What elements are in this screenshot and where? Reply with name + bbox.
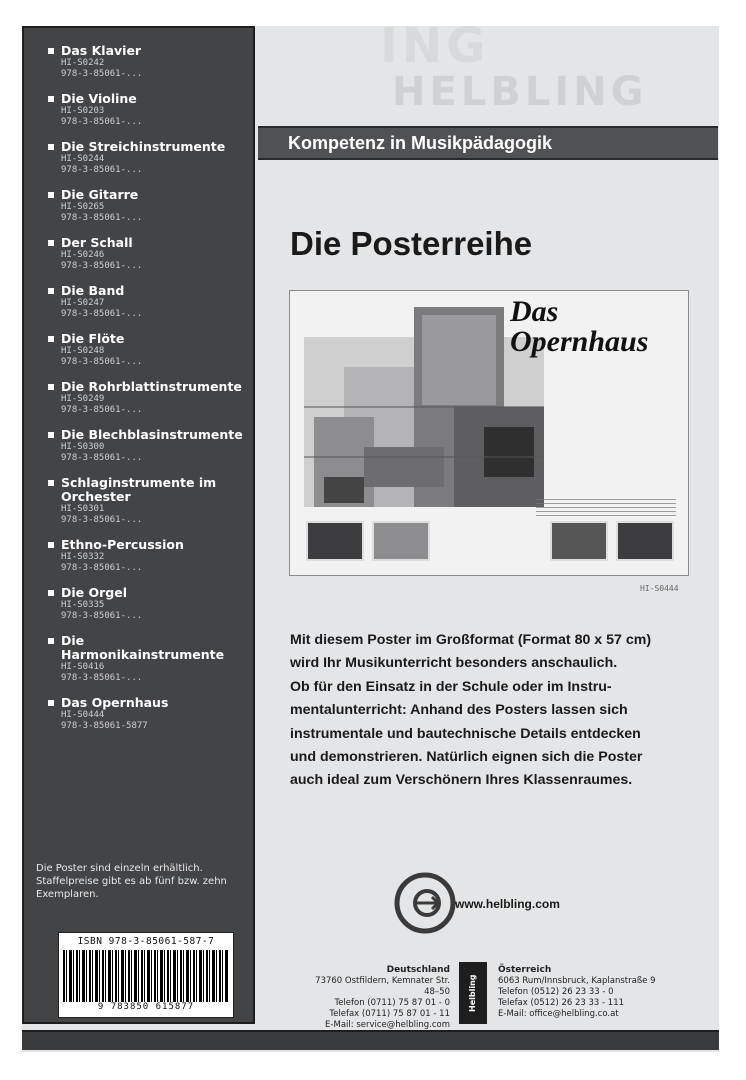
address-austria bbox=[498, 965, 718, 1020]
poster-list-item-code: 978-3-85061-... bbox=[61, 309, 143, 319]
poster-caption bbox=[536, 499, 676, 519]
poster-list-item-title: Die Blechblasinstrumente bbox=[46, 428, 243, 442]
poster-list-item-code: HI-S0244 bbox=[61, 154, 105, 164]
poster-list-item-code: 978-3-85061-... bbox=[61, 405, 143, 415]
opera-house-illustration bbox=[304, 307, 544, 507]
address-germany bbox=[300, 965, 450, 1031]
thumbnail-image bbox=[616, 521, 674, 561]
bottom-bar bbox=[22, 1030, 719, 1050]
web-url[interactable]: www.helbling.com bbox=[455, 897, 560, 911]
description-line: wird Ihr Musikunterricht besonders anschaulich. bbox=[290, 655, 618, 672]
isbn-text: ISBN 978-3-85061-587-7 bbox=[77, 936, 215, 947]
poster-list-item-title: Die Flöte bbox=[46, 332, 243, 346]
poster-list-item-title: Das Opernhaus bbox=[46, 696, 243, 710]
poster-list-item bbox=[46, 284, 243, 320]
header-bar bbox=[258, 126, 718, 160]
page-title: Die Posterreihe bbox=[290, 225, 533, 262]
poster-list-item-code: 978-3-85061-... bbox=[61, 165, 143, 175]
address-austria-name: Österreich bbox=[498, 965, 552, 975]
poster-list-item-title: Die Gitarre bbox=[46, 188, 243, 202]
description-text bbox=[290, 629, 710, 793]
poster-list-item bbox=[46, 380, 243, 416]
address-line: Telefon (0512) 26 23 33 - 0 bbox=[498, 987, 614, 997]
poster-list-item-title: Die Violine bbox=[46, 92, 243, 106]
poster-list-item-code: HI-S0444 bbox=[61, 710, 105, 720]
poster-list-item-title: Die Harmonikainstrumente bbox=[46, 634, 243, 662]
poster-list-item-code: HI-S0246 bbox=[61, 250, 105, 260]
poster-list-item bbox=[46, 92, 243, 128]
poster-list-item-code: HI-S0248 bbox=[61, 346, 105, 356]
at-sign-icon bbox=[394, 872, 456, 934]
barcode bbox=[58, 932, 234, 1018]
address-line: 73760 Ostfildern, Kemnater Str. 48–50 bbox=[315, 976, 450, 997]
description-line: Mit diesem Poster im Großformat (Format 80 x 57 cm) bbox=[290, 632, 652, 648]
barcode-digits: 9 783850 615877 bbox=[97, 1002, 195, 1012]
poster-list-item-title: Die Streichinstrumente bbox=[46, 140, 243, 154]
poster-thumbnails bbox=[298, 521, 682, 567]
description-line: instrumentale und bautechnische Details entdecken bbox=[290, 725, 641, 742]
poster-image bbox=[289, 290, 689, 576]
poster-list-item-title: Das Klavier bbox=[46, 44, 243, 58]
poster-list-item-code: HI-S0203 bbox=[61, 106, 105, 116]
poster-list-item-code: HI-S0416 bbox=[61, 662, 105, 672]
address-line: Telefax (0512) 26 23 33 - 111 bbox=[498, 998, 625, 1008]
poster-list-item-code: HI-S0300 bbox=[61, 442, 105, 452]
poster-heading bbox=[510, 297, 648, 357]
barcode-bars bbox=[63, 950, 229, 1002]
poster-list-item-code: 978-3-85061-... bbox=[61, 453, 143, 463]
poster-list-item bbox=[46, 140, 243, 176]
description-line: auch ideal zum Verschönern Ihres Klassenraumes. bbox=[290, 772, 633, 789]
poster-list-item-code: HI-S0265 bbox=[61, 202, 105, 212]
address-line: E-Mail: service@helbling.com bbox=[325, 1020, 450, 1030]
poster-heading-line2: Opernhaus bbox=[510, 325, 649, 358]
poster-list-item bbox=[46, 188, 243, 224]
address-germany-name: Deutschland bbox=[386, 965, 450, 975]
poster-list-item bbox=[46, 538, 243, 574]
poster-list-item-title: Die Orgel bbox=[46, 586, 243, 600]
poster-list-item-code: HI-S0332 bbox=[61, 552, 105, 562]
poster-list-item-code: HI-S0247 bbox=[61, 298, 105, 308]
thumbnail-image bbox=[372, 521, 430, 561]
address-line: 6063 Rum/Innsbruck, Kaplanstraße 9 bbox=[498, 976, 656, 986]
thumbnail-image bbox=[306, 521, 364, 561]
poster-code: HI-S0444 bbox=[640, 584, 679, 593]
helbling-logo: Helbling bbox=[459, 962, 487, 1024]
poster-list-item-code: 978-3-85061-5877 bbox=[61, 721, 148, 731]
poster-list-item-code: HI-S0335 bbox=[61, 600, 105, 610]
thumbnail-image bbox=[550, 521, 608, 561]
poster-list-item-code: HI-S0249 bbox=[61, 394, 105, 404]
poster-list-item-code: HI-S0301 bbox=[61, 504, 105, 514]
poster-list-item-title: Die Band bbox=[46, 284, 243, 298]
watermark-helbling: HELBLING bbox=[392, 69, 648, 115]
sidebar-note: Die Poster sind einzeln erhältlich. Staffelpreise gibt es ab fünf bzw. zehn Exemplaren. bbox=[36, 863, 227, 900]
watermark-top: ING bbox=[380, 18, 490, 74]
poster-list-item bbox=[46, 236, 243, 272]
poster-list-item bbox=[46, 428, 243, 464]
poster-list-item bbox=[46, 332, 243, 368]
poster-list-item-code: 978-3-85061-... bbox=[61, 515, 143, 525]
poster-list-item-code: 978-3-85061-... bbox=[61, 117, 143, 127]
poster-list-item-code: 978-3-85061-... bbox=[61, 69, 143, 79]
poster-list-item-code: 978-3-85061-... bbox=[61, 673, 143, 683]
poster-list-item-code: 978-3-85061-... bbox=[61, 261, 143, 271]
poster-list-item-title: Ethno-Percussion bbox=[46, 538, 243, 552]
description-line: mentalunterricht: Anhand des Posters lassen sich bbox=[290, 702, 628, 719]
poster-list-item-code: 978-3-85061-... bbox=[61, 213, 143, 223]
poster-heading-line1: Das bbox=[510, 295, 559, 328]
address-line: Telefon (0711) 75 87 01 - 0 bbox=[334, 998, 450, 1008]
poster-list-item-code: HI-S0242 bbox=[61, 58, 105, 68]
address-line: E-Mail: office@helbling.co.at bbox=[498, 1009, 619, 1019]
description-line: und demonstrieren. Natürlich eignen sich die Poster bbox=[290, 749, 643, 766]
poster-list-item bbox=[46, 586, 243, 622]
poster-list bbox=[46, 44, 243, 732]
poster-list-item bbox=[46, 476, 243, 526]
poster-list-item-code: 978-3-85061-... bbox=[61, 563, 143, 573]
poster-list-item-title: Die Rohrblattinstrumente bbox=[46, 380, 243, 394]
poster-list-item-title: Schlaginstrumente im Orchester bbox=[46, 476, 243, 504]
description-line: Ob für den Einsatz in der Schule oder im Instru- bbox=[290, 678, 612, 695]
poster-list-item bbox=[46, 44, 243, 80]
poster-list-item bbox=[46, 634, 243, 684]
header-label: Kompetenz in Musikpädagogik bbox=[288, 133, 553, 153]
poster-list-item-code: 978-3-85061-... bbox=[61, 357, 143, 367]
poster-list-item-code: 978-3-85061-... bbox=[61, 611, 143, 621]
poster-list-item bbox=[46, 696, 243, 732]
poster-list-item-title: Der Schall bbox=[46, 236, 243, 250]
address-line: Telefax (0711) 75 87 01 - 11 bbox=[329, 1009, 450, 1019]
